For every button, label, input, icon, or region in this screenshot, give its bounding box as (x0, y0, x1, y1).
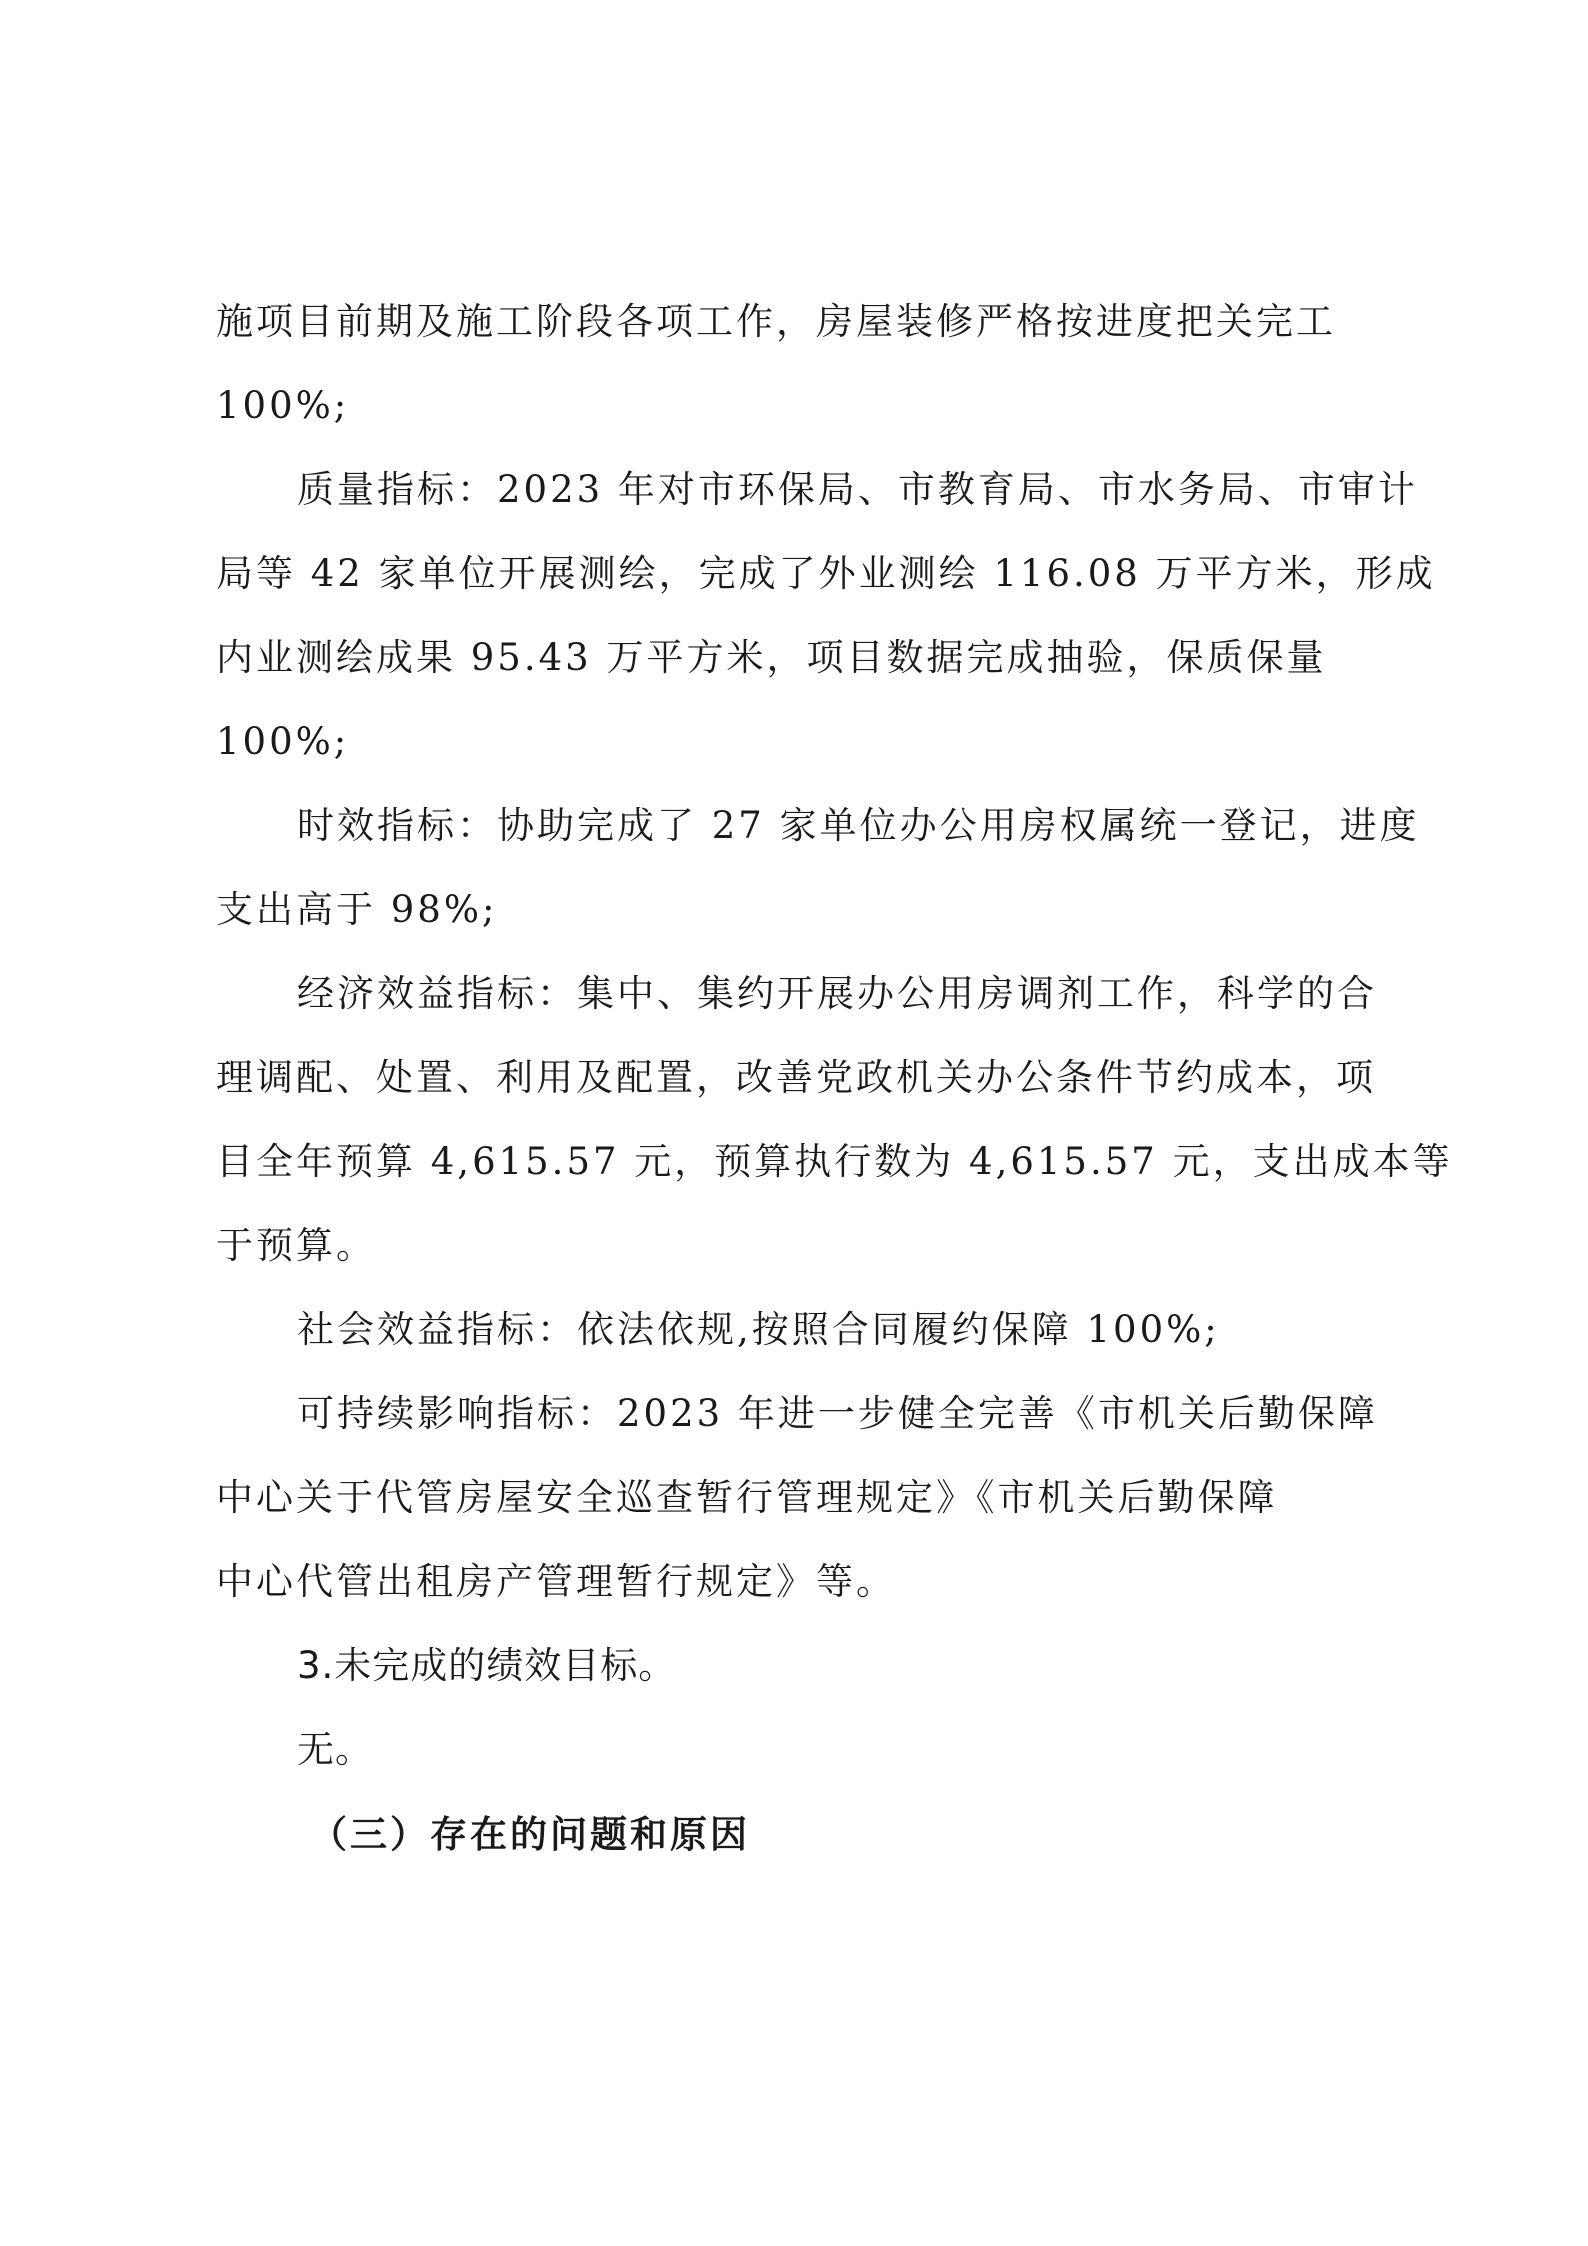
paragraph-line: 中心代管出租房产管理暂行规定》等。 (216, 1560, 896, 1603)
paragraph-line: 内业测绘成果 95.43 万平方米，项目数据完成抽验，保质保量 (216, 636, 1327, 679)
paragraph-line: 中心关于代管房屋安全巡查暂行管理规定》《市机关后勤保障 (216, 1476, 1278, 1519)
section-heading: （三）存在的问题和原因 (310, 1812, 750, 1856)
paragraph-line: 无。 (297, 1728, 373, 1771)
paragraph-line: 支出高于 98%; (216, 888, 498, 931)
paragraph-line: 目全年预算 4,615.57 元，预算执行数为 4,615.57 元，支出成本等 (216, 1140, 1453, 1183)
paragraph-line: 100%; (216, 720, 350, 763)
paragraph-line: 于预算。 (216, 1224, 376, 1267)
paragraph-line: 施项目前期及施工阶段各项工作，房屋装修严格按进度把关完工 (216, 300, 1336, 343)
paragraph-line: 社会效益指标：依法依规,按照合同履约保障 100%; (297, 1308, 1220, 1351)
paragraph-line: 局等 42 家单位开展测绘，完成了外业测绘 116.08 万平方米，形成 (216, 552, 1436, 595)
paragraph-line: 可持续影响指标：2023 年进一步健全完善《市机关后勤保障 (297, 1392, 1378, 1435)
paragraph-line: 时效指标：协助完成了 27 家单位办公用房权属统一登记，进度 (297, 804, 1420, 847)
paragraph-line: 理调配、处置、利用及配置，改善党政机关办公条件节约成本，项 (216, 1056, 1376, 1099)
paragraph-line: 经济效益指标：集中、集约开展办公用房调剂工作，科学的合 (297, 972, 1377, 1015)
subheading: 3.未完成的绩效目标。 (297, 1644, 677, 1687)
paragraph-line: 质量指标：2023 年对市环保局、市教育局、市水务局、市审计 (297, 468, 1418, 511)
paragraph-line: 100%; (216, 384, 350, 427)
